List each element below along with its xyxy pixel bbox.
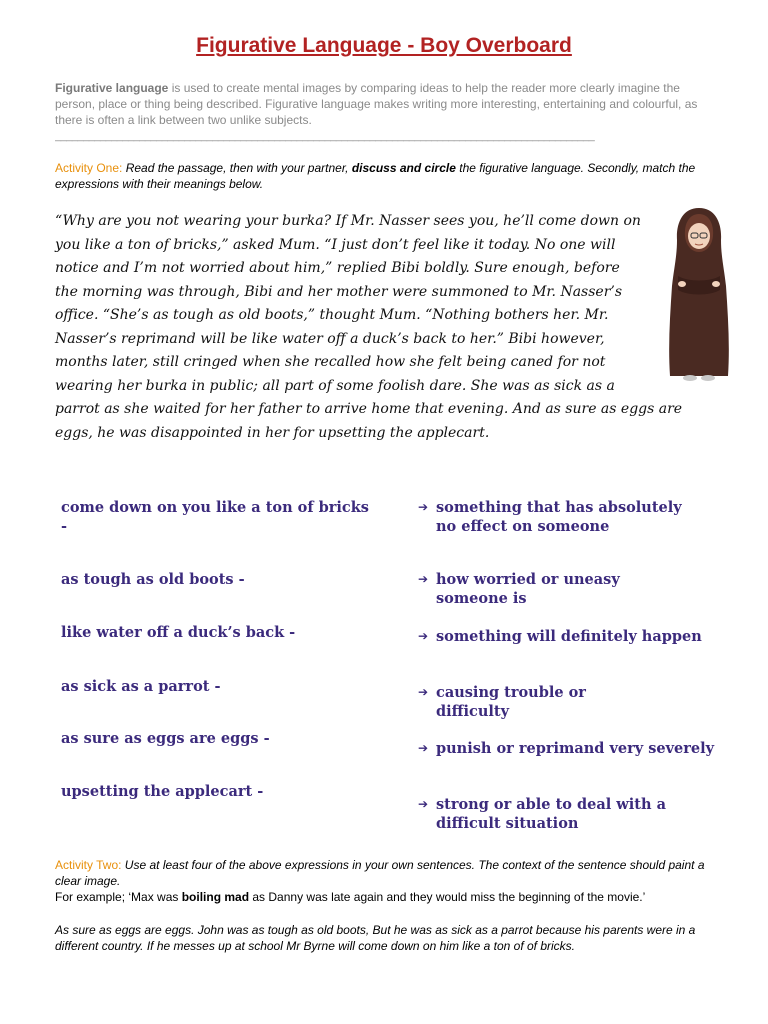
- activity-two-text: Use at least four of the above expressions in your own sentences. The context of the sentence should paint a clear image.: [55, 858, 705, 888]
- passage-line: Nasser’s reprimand will be like water off a duck’s back to her.” Bibi however,: [55, 330, 605, 347]
- girl-in-burka-illustration: [668, 206, 730, 384]
- example-text-a: For example; ‘Max was: [55, 890, 182, 904]
- student-answer: As sure as eggs are eggs. John was as tough as old boots, But he was as sick as a parrot because his parents were in a different country. If he messes up at school Mr Byrne will come down on him like a ton of of bricks.: [55, 923, 696, 953]
- story-passage: [55, 210, 705, 445]
- activity-two-label: Activity Two:: [55, 858, 122, 872]
- expression-item: like water off a duck’s back -: [61, 624, 296, 641]
- passage-line: you like a ton of bricks,” asked Mum. “I just don’t feel like it today. No one will: [55, 236, 616, 253]
- meaning-text: strong or able to deal with a difficult situation: [436, 796, 666, 832]
- arrow-right-icon: ➔: [418, 629, 429, 643]
- activity-two-instructions: [55, 857, 720, 905]
- expression-item: as sick as a parrot -: [61, 678, 221, 695]
- arrow-right-icon: ➔: [418, 572, 429, 586]
- passage-line: “Why are you not wearing your burka? If Mr. Nasser sees you, he’ll come down on: [55, 213, 641, 229]
- meaning-text: something will definitely happen: [436, 628, 702, 645]
- expression-item: come down on you like a ton of bricks -: [61, 499, 369, 535]
- activity-one-text-a: Read the passage, then with your partner,: [122, 161, 352, 175]
- activity-one-label: Activity One:: [55, 161, 123, 175]
- passage-line: office. “She’s as tough as old boots,” thought Mum. “Nothing bothers her. Mr.: [55, 307, 609, 323]
- passage-line: months later, still cringed when she recalled how she felt being caned for not: [55, 354, 606, 370]
- activity-one-instructions: [55, 160, 720, 192]
- example-bold: boiling mad: [181, 890, 250, 904]
- meaning-text: causing trouble or difficulty: [436, 684, 586, 720]
- meaning-item: [418, 627, 706, 646]
- passage-line: notice and I’m not worried about him,” replied Bibi boldly. Sure enough, before: [55, 260, 620, 276]
- arrow-right-icon: ➔: [418, 685, 429, 699]
- arrow-right-icon: ➔: [418, 500, 429, 514]
- passage-line: eggs, he was disappointed in her for upsetting the applecart.: [55, 424, 490, 441]
- intro-term: Figurative language: [55, 81, 169, 95]
- expression-item: upsetting the applecart -: [61, 783, 264, 800]
- passage-line: wearing her burka in public; all part of some foolish dare. She was as sick as a: [55, 377, 615, 394]
- meaning-item: [418, 739, 726, 758]
- meaning-text: something that has absolutely no effect on someone: [436, 499, 682, 535]
- expression-item: as sure as eggs are eggs -: [61, 730, 270, 747]
- expression-item: as tough as old boots -: [61, 571, 245, 588]
- activity-one-text-b: the figurative language. Secondly, match the expressions with their meanings below.: [55, 161, 696, 191]
- meaning-text: how worried or uneasy someone is: [436, 571, 620, 607]
- meaning-item: [418, 498, 686, 536]
- meaning-item: [418, 683, 646, 721]
- intro-paragraph: [55, 80, 705, 128]
- divider-line: ________________________________________________________________________________________________: [55, 130, 595, 142]
- page-title: Figurative Language - Boy Overboard: [196, 34, 572, 57]
- activity-one-emphasis: discuss and circle: [351, 161, 456, 175]
- intro-text: is used to create mental images by comparing ideas to help the reader more clearly imagine the person, place or thing being described. Figurative language makes writing more interesting, entertaining and colourful, as there is often a link between two unlike subjects.: [55, 81, 698, 127]
- meaning-item: [418, 570, 681, 608]
- meaning-text: punish or reprimand very severely: [436, 740, 715, 757]
- passage-line: the morning was through, Bibi and her mother were summoned to Mr. Nasser’s: [55, 283, 623, 300]
- example-text-b: as Danny was late again and they would miss the beginning of the movie.’: [249, 890, 646, 904]
- passage-line: parrot as she waited for her father to arrive home that evening. And as sure as eggs are: [55, 401, 683, 417]
- arrow-right-icon: ➔: [418, 797, 429, 811]
- arrow-right-icon: ➔: [418, 741, 429, 755]
- meaning-item: [418, 795, 726, 833]
